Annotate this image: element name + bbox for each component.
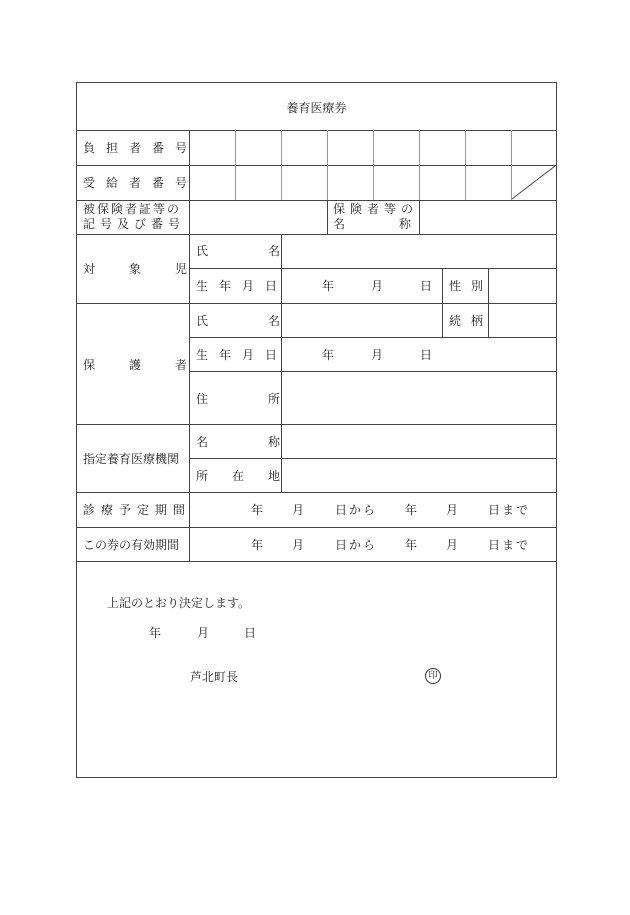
decision-text: 上記のとおり決定します。: [107, 596, 251, 610]
schedule-to-year: 年: [405, 503, 418, 517]
child-birth-month: 月: [371, 279, 384, 293]
schedule-from-day: 日から: [335, 503, 378, 517]
decision-year: 年: [149, 626, 162, 640]
label-insured-line2: 記号及び番号: [83, 217, 186, 231]
label-institution: 指定養育医療機関: [83, 452, 180, 466]
valid-from-year: 年: [251, 538, 264, 552]
guardian-birth-year: 年: [322, 348, 335, 362]
guardian-birth-month: 月: [371, 348, 384, 362]
label-guardian-birthdate: 生年月日: [196, 348, 289, 362]
guardian-birth-day: 日: [420, 348, 433, 362]
label-schedule-period: 診療予定期間: [83, 503, 192, 517]
recipient-check-digit-slash: [511, 165, 556, 200]
decision-day: 日: [244, 626, 257, 640]
label-sex: 性別: [449, 279, 494, 293]
valid-from-month: 月: [292, 538, 305, 552]
label-address: 住所: [196, 392, 341, 406]
label-guardian-name: 氏名: [196, 314, 341, 328]
label-insurer-line2: 名称: [333, 217, 466, 231]
label-burden-number: 負担者番号: [83, 141, 199, 155]
child-birth-year: 年: [322, 279, 335, 293]
label-recipient-number: 受給者番号: [83, 176, 199, 190]
label-child-birthdate: 生年月日: [196, 279, 289, 293]
valid-from-day: 日から: [335, 538, 378, 552]
medical-voucher-form: [76, 82, 557, 778]
valid-to-month: 月: [446, 538, 459, 552]
label-insured-line1: 被保険者証等の: [83, 202, 182, 216]
label-child: 対象児: [83, 262, 222, 276]
schedule-from-year: 年: [251, 503, 264, 517]
seal-mark: [425, 668, 441, 684]
schedule-from-month: 月: [292, 503, 305, 517]
form-title: 養育医療券: [286, 101, 347, 115]
label-guardian: 保護者: [83, 358, 222, 372]
mayor-title: 芦北町長: [190, 670, 239, 684]
label-relation: 続柄: [449, 314, 494, 328]
valid-to-year: 年: [405, 538, 418, 552]
label-child-name: 氏名: [196, 244, 341, 258]
child-birth-day: 日: [420, 279, 433, 293]
schedule-to-day: 日まで: [488, 503, 531, 517]
label-insurer-line1: 保険者等の: [333, 202, 419, 216]
valid-to-day: 日まで: [488, 538, 531, 552]
decision-month: 月: [197, 626, 210, 640]
schedule-to-month: 月: [446, 503, 459, 517]
seal-text: 印: [428, 670, 438, 681]
label-valid-period: この券の有効期間: [83, 538, 180, 552]
label-institution-name: 名称: [196, 435, 341, 449]
label-institution-location: 所在地: [196, 469, 305, 483]
